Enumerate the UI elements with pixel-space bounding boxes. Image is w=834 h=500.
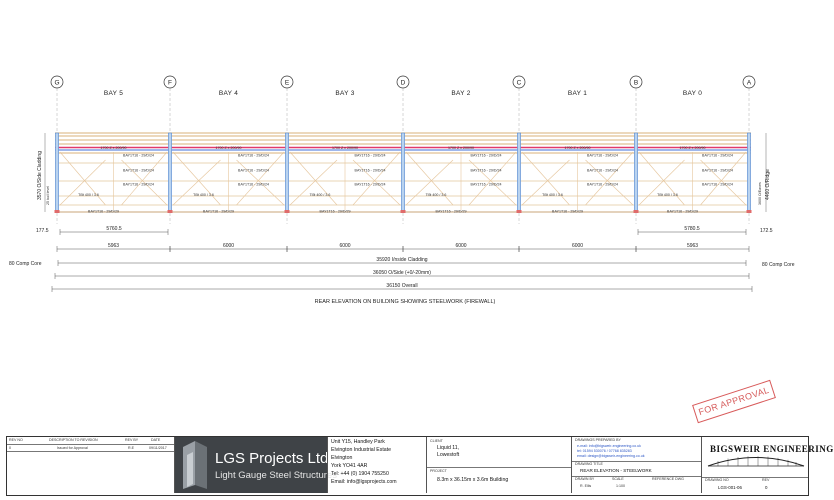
scale-value: 1:100 [616,484,625,488]
beam-label: BAY1T16 - 29/D/24 [238,153,269,158]
prepared-line-1: e-mail: info@bigsweir-engineering.co.uk [577,444,641,448]
column [55,133,58,212]
beam-label: BAY1T16 - 29/D/24 [354,153,386,158]
approval-stamp: FOR APPROVAL [692,380,776,423]
rev-no-header: REV NO [9,438,23,442]
bay-label: BAY 1 [567,90,588,97]
consultant-name: BIGSWEIR ENGINEERING [710,444,834,454]
brace [353,152,400,205]
beam-label: BAY1T16 - 29/D/24 [587,182,618,187]
base-plate [747,210,752,213]
scale-header: SCALE [612,477,624,481]
bottom-label: BAY1T16 - 29/D/29 [319,209,351,214]
prepared-line-3: email: design@bigsweir-engineering.co.uk [577,454,645,458]
brace [290,160,337,205]
bottom-label: BAY1T16 - 29/D/29 [552,209,583,214]
rev-date-value: 09/11/2017 [149,445,167,450]
brace [522,152,570,205]
right-height2-label: 3600 O/Eaves [758,182,762,205]
left-height2-label: 25 buil level [46,186,50,205]
address-line-4: York YO41 4AR [331,463,368,469]
right-small-dim: 172.5 [760,228,773,234]
column [517,133,520,212]
brace [173,160,221,205]
grid-label: E [284,79,290,87]
beam-label: BAY1T16 - 29/D/24 [238,168,269,173]
drawn-by-header: DRAWN BY [575,477,595,481]
brace [701,152,747,205]
drawing-no-value: LGS-001-06 [718,485,742,490]
address-line-5: Tel: +44 (0) 1904 755250 [331,471,389,477]
base-plate [168,210,173,213]
consultant-block [702,437,834,493]
left-height-label: 3570 O/Side Cladding [37,151,43,200]
brace [522,160,570,205]
client-header: CLIENT [430,439,443,443]
project-value: 8.3m x 36.15m x 3.6m Building [437,477,509,483]
client-project-block [427,437,572,493]
brace [586,152,634,205]
brace [639,152,685,205]
bay-width-dim: 5963 [107,243,120,250]
grid-label: D [400,79,406,87]
project-header: PROJECT [430,469,447,473]
base-plate [517,210,522,213]
drawn-by-value: R. Ellis [580,484,592,488]
beam-label: BAY1T16 - 29/D/24 [470,153,502,158]
bay-label: BAY 2 [451,90,471,97]
rev-header: REV [762,478,770,482]
company-subtitle: Light Gauge Steel Structures [215,470,337,481]
bay-label: BAY 3 [335,90,355,97]
brace [60,160,106,205]
client-line-2: Lowestoft [437,452,460,458]
brace-label: Ti5t 400 / 3.6 [78,193,99,197]
address-line-2: Elvington Industrial Estate [331,447,391,453]
brace-label: Ti5t 400 / 3.6 [657,193,678,197]
base-plate [401,210,406,213]
base-plate [55,210,60,213]
drawing-title-value: REAR ELEVATION - STEELWORK [580,468,652,473]
prepared-header: DRAWINGS PREPARED BY [575,438,621,442]
prepared-line-2: tel: 01594 530076 / 07768 835283 [577,449,632,453]
beam-label: BAY1T16 - 29/D/24 [470,182,502,187]
top-beam-label: 1700 Z x 200/90 [448,146,474,150]
top-beam-label: 1700 Z x 200/90 [679,146,706,150]
company-logo [175,437,337,493]
right-height-label: 4460 O/Ridge [765,169,771,200]
beam-label: BAY1T16 - 29/D/24 [702,182,733,187]
address-line-6: Email: info@lgsprojects.com [331,479,397,485]
bay-label: BAY 5 [103,90,124,97]
comp-left-label: 80 Comp Core [9,261,42,267]
bay0-inner-dim: 5780.5 [684,226,700,233]
brace [406,160,453,205]
rev-by-header: REV BY [125,438,139,442]
column [168,133,171,212]
overall-inside-dim: 35920 I/nside Cladding [376,257,428,264]
address-block [327,437,427,493]
grid-label: B [633,79,639,87]
bottom-label: BAY1T16 - 29/D/29 [88,209,119,214]
beam-label: BAY1T16 - 29/D/24 [587,168,618,173]
drawing-caption: REAR ELEVATION ON BUILDING SHOWING STEELWORK (FIREWALL) [314,299,496,305]
bottom-label: BAY1T16 - 29/D/29 [203,209,234,214]
brace-label: Ti5t 400 / 3.6 [542,193,563,197]
bay-label: BAY 4 [218,90,239,97]
rev-desc-value: Issued for Approval [57,445,88,450]
base-plate [285,210,290,213]
beam-label: BAY1T16 - 29/D/24 [587,153,618,158]
beam-label: BAY1T16 - 29/D/24 [702,168,733,173]
column [401,133,404,212]
brace-label: Ti5t 400 / 3.6 [193,193,214,197]
revision-table [7,437,175,493]
address-line-3: Elvington [331,455,353,461]
grid-label: C [516,79,522,87]
lgs-logo-icon [175,437,215,493]
brace-label: Ti5t 400 / 3.6 [309,193,331,197]
bay-width-dim: 6000 [455,243,467,250]
comp-right-label: 80 Comp Core [762,262,795,268]
column [285,133,288,212]
beam-label: BAY1T16 - 29/D/24 [702,153,733,158]
bottom-label: BAY1T16 - 29/D/29 [667,209,698,214]
brace-label: Ti5t 400 / 3.6 [425,193,447,197]
top-beam-label: 1700 Z x 200/90 [564,146,591,150]
address-line-1: Unit Y15, Handley Park [331,439,385,445]
grid-label: G [54,79,60,87]
top-beam-label: 1700 Z x 200/90 [215,146,242,150]
grid-label: A [746,79,752,87]
rev-no-value: 0 [9,445,11,450]
drawing-info-block [572,437,702,493]
beam-label: BAY1T16 - 29/D/24 [123,168,154,173]
overall-total-dim: 36150 Overall [386,283,418,290]
brace [639,160,685,205]
brace [290,152,337,205]
base-plate [634,210,639,213]
bay-width-dim: 6000 [339,243,351,250]
brace [60,152,106,205]
brace [173,152,221,205]
top-beam-label: 1700 Z x 200/90 [100,146,127,150]
drawing-no-header: DRAWING NO [705,478,729,482]
rev-by-value: R.E [128,445,134,450]
overall-outside-dim: 36050 O/Side (+0/-20mm) [373,270,431,277]
client-line-1: Liquid 11, [437,445,460,451]
bay-width-dim: 6000 [571,243,584,250]
top-beam-label: 1700 Z x 200/90 [332,146,358,150]
bottom-label: BAY1T16 - 29/D/29 [435,209,467,214]
beam-label: BAY1T16 - 29/D/24 [238,182,269,187]
bay-label: BAY 0 [682,90,703,97]
beam-label: BAY1T16 - 29/D/24 [354,182,386,187]
grid-label: F [168,79,172,87]
beam-label: BAY1T16 - 29/D/24 [470,168,502,173]
drawing-title-header: DRAWING TITLE [575,462,603,466]
beam-label: BAY1T16 - 29/D/24 [354,168,386,173]
bay5-inner-dim: 5760.5 [106,226,122,233]
beam-label: BAY1T16 - 29/D/24 [123,153,154,158]
title-block [6,436,834,496]
column [747,133,750,212]
bay-width-dim: 6000 [222,243,235,250]
rev-value: 0 [765,485,768,490]
brace [406,152,453,205]
date-header: DATE [151,438,161,442]
column [634,133,637,212]
bay-width-dim: 5963 [686,243,699,250]
brace [122,152,168,205]
company-name: LGS Projects Ltd [215,450,329,467]
bridge-logo-icon [706,455,806,467]
reference-header: REFERENCE DWG [652,477,684,481]
brace [469,152,516,205]
left-small-dim: 177.5 [36,228,49,234]
beam-label: BAY1T16 - 29/D/24 [123,182,154,187]
desc-header: DESCRIPTION TO REVISION [49,438,98,442]
brace [237,152,285,205]
